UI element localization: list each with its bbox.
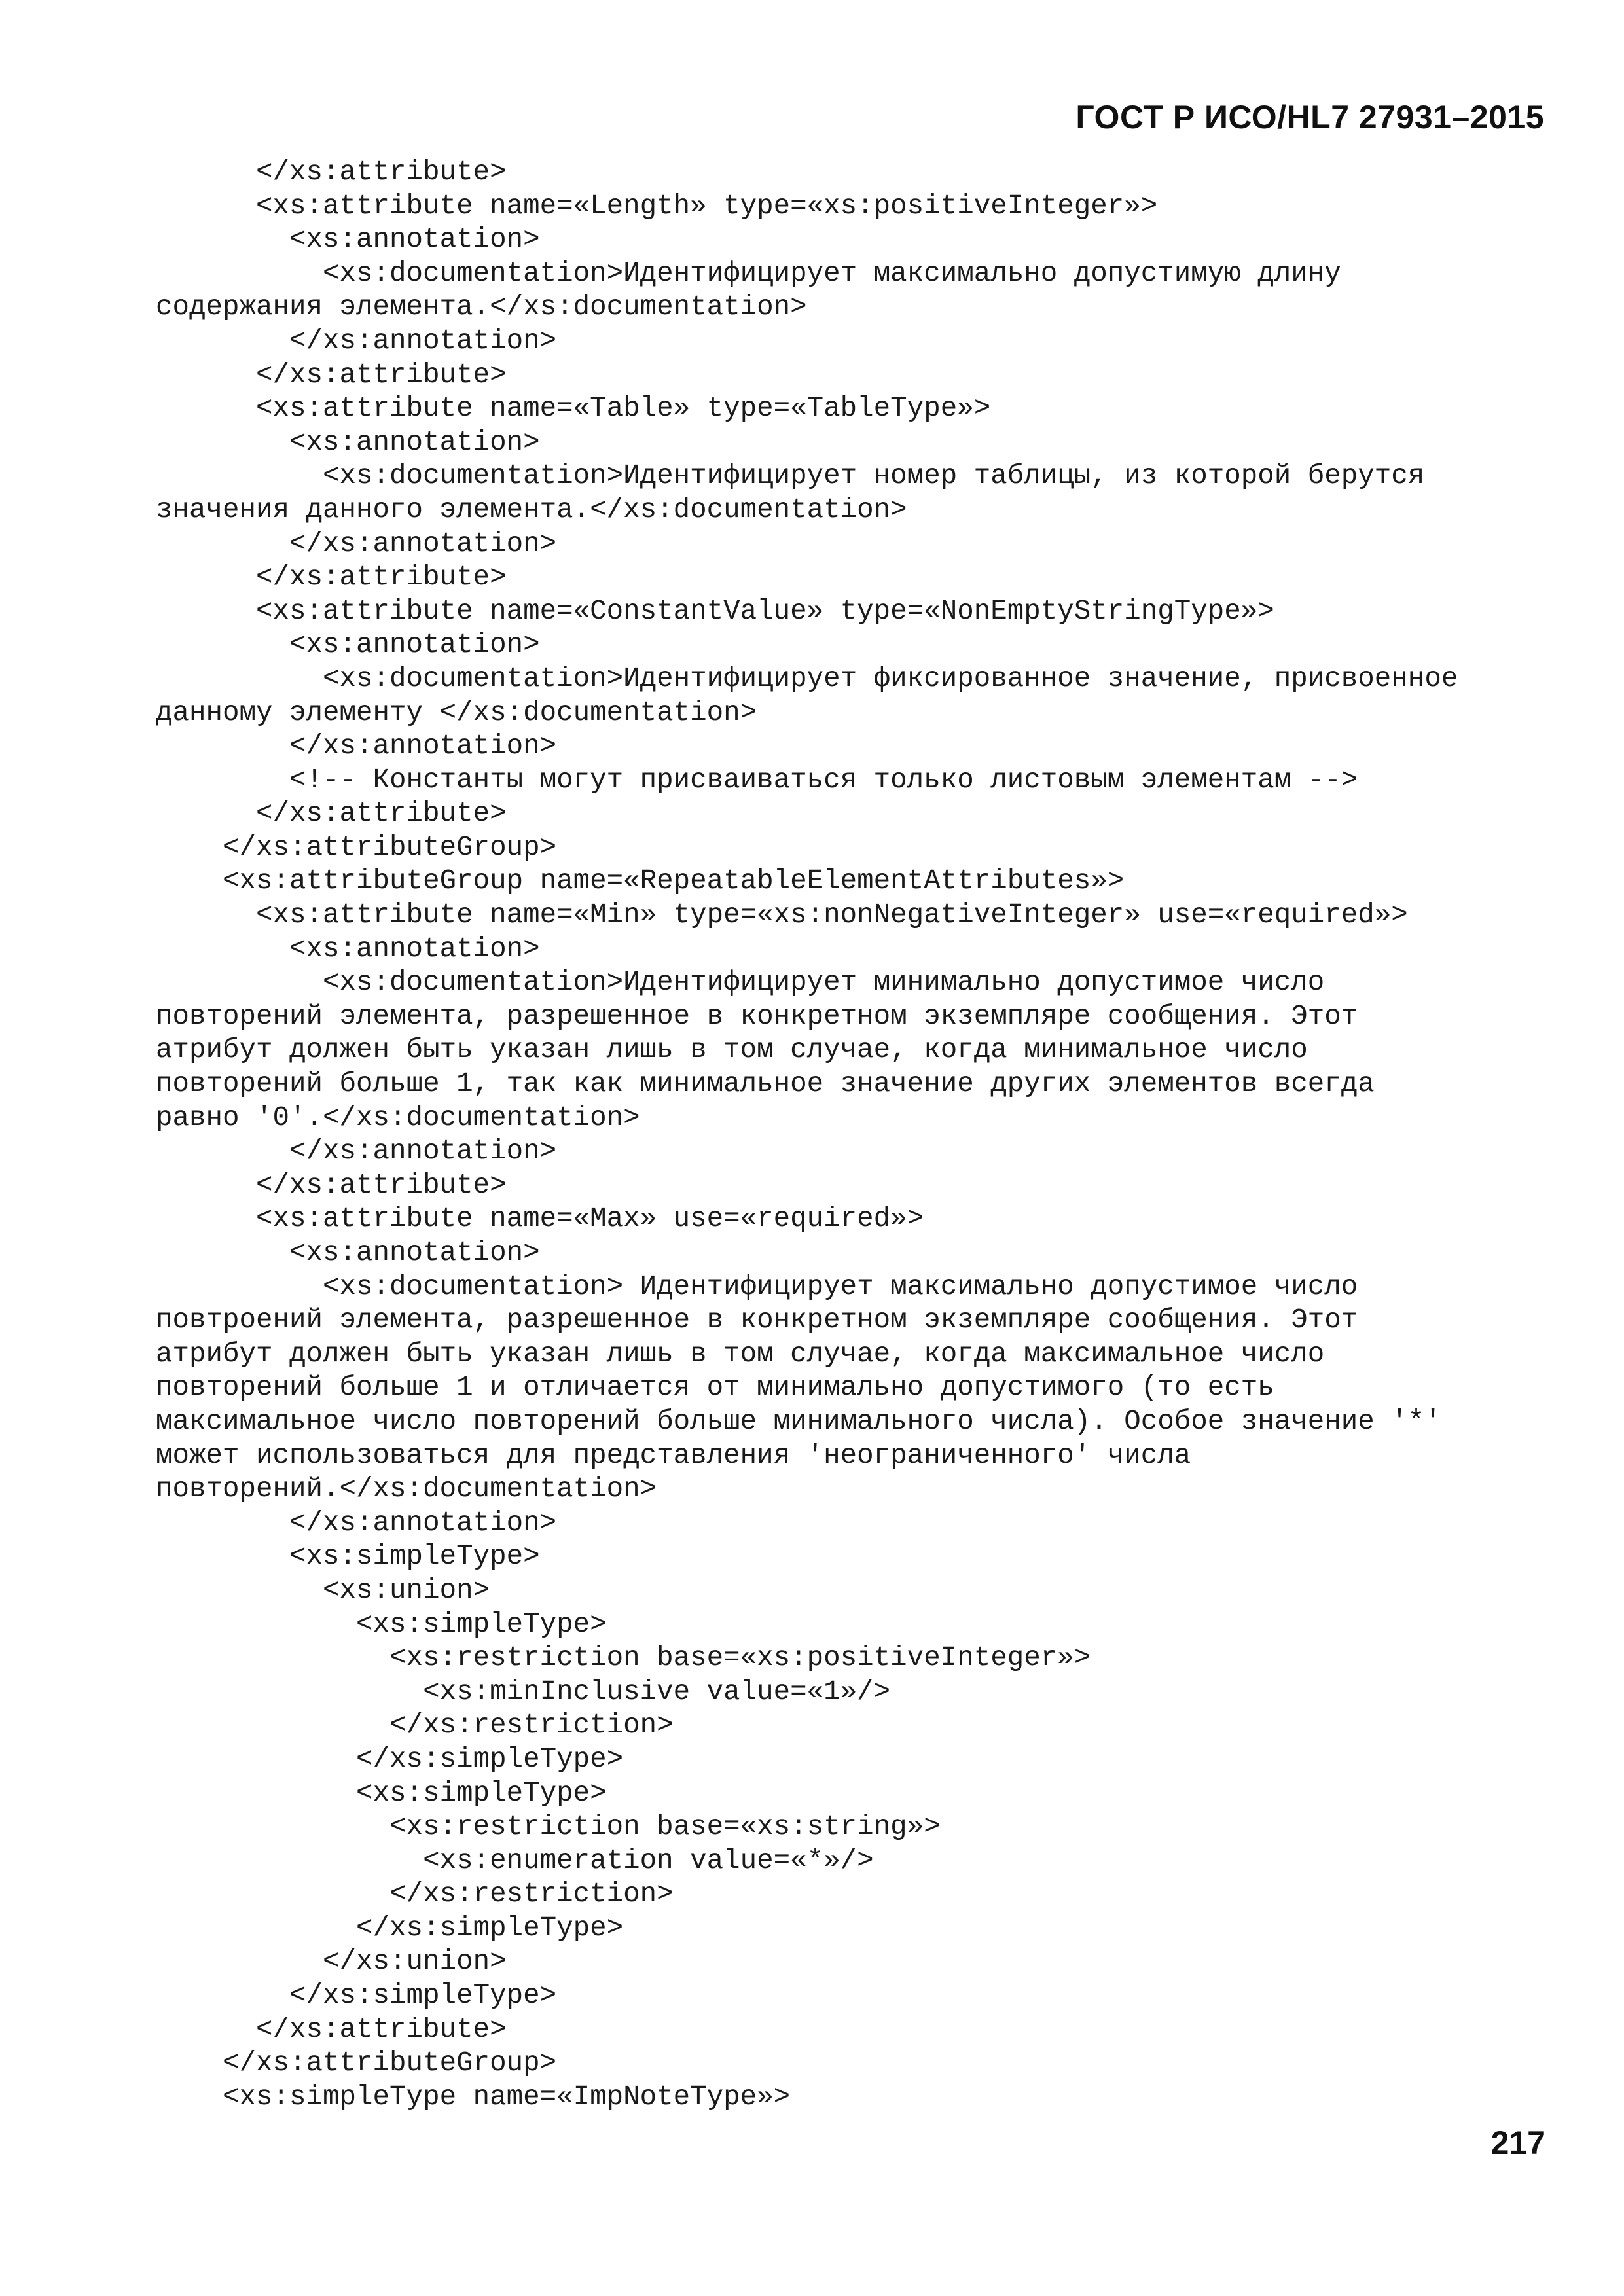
code-line: </xs:simpleType> [156, 1980, 557, 2012]
code-line: </xs:attribute> [156, 156, 507, 188]
code-line: <xs:simpleType> [156, 1608, 607, 1640]
code-line: <xs:simpleType> [156, 1777, 607, 1809]
code-line: <xs:restriction base=«xs:string»> [156, 1811, 941, 1843]
code-line: </xs:attribute> [156, 1169, 507, 1201]
code-line: атрибут должен быть указан лишь в том случае, когда минимальное число [156, 1034, 1308, 1066]
code-line: <xs:documentation>Идентифицирует номер таблицы, из которой берутся [156, 460, 1425, 492]
xml-schema-code-listing [156, 156, 1543, 2114]
code-line: повтроений элемента, разрешенное в конкретном экземпляре сообщения. Этот [156, 1304, 1358, 1336]
code-line: максимальное число повторений больше минимального числа). Особое значение '*' [156, 1405, 1441, 1437]
code-line: повторений больше 1, так как минимальное значение других элементов всегда [156, 1068, 1375, 1100]
code-line: <!-- Константы могут присваиваться только листовым элементам --> [156, 764, 1358, 796]
code-line: данному элементу </xs:documentation> [156, 696, 757, 728]
code-line: <xs:attribute name=«Table» type=«TableType»> [156, 393, 991, 425]
code-line: <xs:enumeration value=«*»/> [156, 1844, 874, 1876]
code-line: </xs:simpleType> [156, 1743, 624, 1775]
code-line: может использоваться для представления 'неограниченного' числа [156, 1439, 1191, 1471]
code-line: <xs:documentation>Идентифицирует минимально допустимое число [156, 967, 1325, 999]
code-line: </xs:attribute> [156, 2013, 507, 2045]
code-line: значения данного элемента.</xs:documentation> [156, 493, 907, 526]
code-line: </xs:restriction> [156, 1878, 674, 1910]
code-line: повторений больше 1 и отличается от минимально допустимого (то есть [156, 1372, 1274, 1404]
code-line: </xs:annotation> [156, 730, 557, 762]
code-line: </xs:attributeGroup> [156, 831, 557, 863]
code-line: атрибут должен быть указан лишь в том случае, когда максимальное число [156, 1338, 1325, 1370]
code-line: </xs:simpleType> [156, 1912, 624, 1944]
code-line: <xs:attribute name=«Length» type=«xs:positiveInteger»> [156, 190, 1158, 222]
code-line: содержания элемента.</xs:documentation> [156, 291, 807, 323]
page-number: 217 [1490, 2125, 1545, 2161]
code-line: <xs:annotation> [156, 1237, 540, 1268]
code-line: <xs:minInclusive value=«1»/> [156, 1676, 891, 1708]
code-line: </xs:attribute> [156, 562, 507, 594]
code-line: </xs:annotation> [156, 325, 557, 357]
code-line: <xs:attribute name=«ConstantValue» type=«NonEmptyStringType»> [156, 595, 1274, 627]
code-line: </xs:annotation> [156, 1136, 557, 1168]
code-line: <xs:attributeGroup name=«RepeatableElementAttributes»> [156, 865, 1125, 897]
code-line: <xs:simpleType> [156, 1541, 540, 1573]
code-line: повторений элемента, разрешенное в конкретном экземпляре сообщения. Этот [156, 1000, 1358, 1032]
code-line: </xs:union> [156, 1946, 507, 1978]
code-line: <xs:documentation>Идентифицирует максимально допустимую длину [156, 257, 1341, 289]
code-line: <xs:restriction base=«xs:positiveInteger»> [156, 1642, 1091, 1674]
code-line: <xs:union> [156, 1574, 490, 1606]
code-line: </xs:attribute> [156, 798, 507, 830]
code-line: <xs:attribute name=«Min» type=«xs:nonNegativeInteger» use=«required»> [156, 899, 1408, 931]
code-line: </xs:attribute> [156, 359, 507, 391]
document-standard-header: ГОСТ Р ИСО/HL7 27931–2015 [1075, 99, 1544, 135]
code-line: <xs:attribute name=«Max» use=«required»> [156, 1203, 924, 1235]
code-line: <xs:annotation> [156, 224, 540, 256]
code-line: </xs:restriction> [156, 1710, 674, 1742]
code-line: повторений.</xs:documentation> [156, 1473, 657, 1505]
code-line: <xs:annotation> [156, 426, 540, 458]
code-line: </xs:attributeGroup> [156, 2047, 557, 2079]
code-line: <xs:annotation> [156, 629, 540, 661]
code-line: <xs:simpleType name=«ImpNoteType»> [156, 2081, 791, 2113]
code-line: <xs:annotation> [156, 933, 540, 965]
code-line: </xs:annotation> [156, 1507, 557, 1539]
code-line: </xs:annotation> [156, 528, 557, 560]
code-line: <xs:documentation> Идентифицирует максимально допустимое число [156, 1270, 1358, 1302]
code-line: <xs:documentation>Идентифицирует фиксированное значение, присвоенное [156, 662, 1458, 694]
code-line: равно '0'.</xs:documentation> [156, 1102, 640, 1134]
